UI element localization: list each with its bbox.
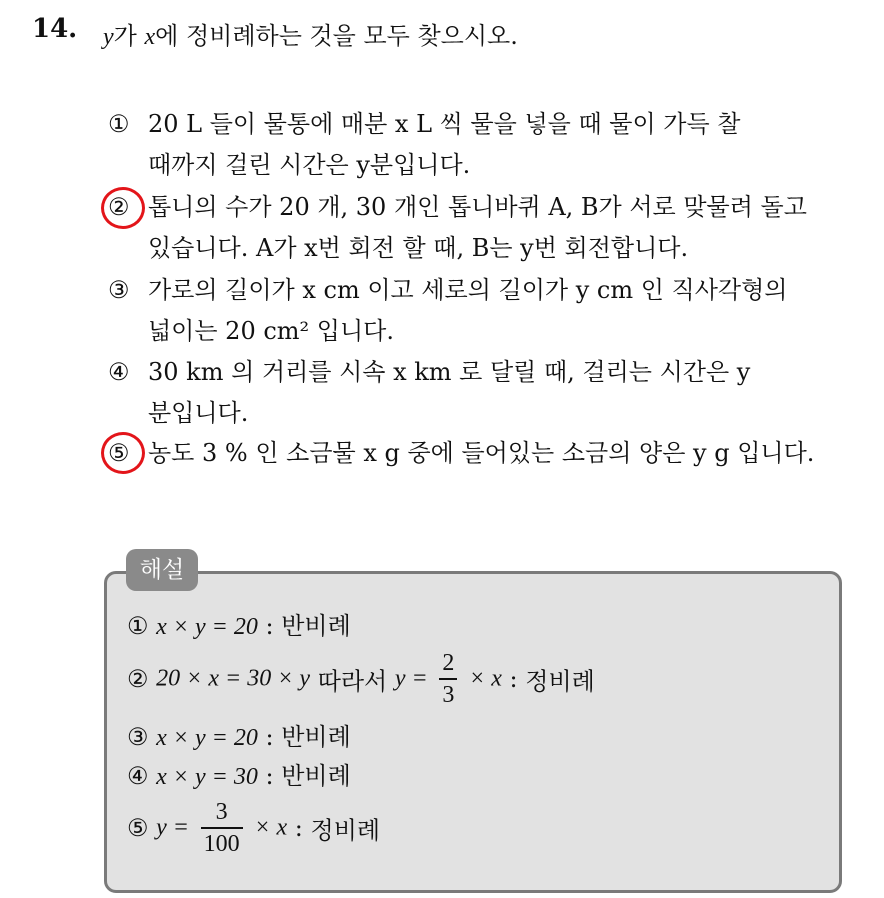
solution-rhs: × x <box>254 814 288 841</box>
answer-circle-5 <box>101 432 145 474</box>
solution-colon: : <box>265 762 274 790</box>
solution-expr: x × y = 20 <box>156 614 258 640</box>
solution-line-1 <box>127 606 351 641</box>
solution-expr: 20 × x = 30 × y <box>156 665 311 692</box>
choice-4 <box>108 352 751 427</box>
solution-mark: ⑤ <box>127 814 149 842</box>
solution-colon: : <box>294 814 303 842</box>
solution-line-4 <box>127 756 351 791</box>
solution-mark: ① <box>127 612 149 640</box>
choice-line2: 때까지 걸린 시간은 y분입니다. <box>148 151 471 179</box>
choice-line1: 톱니의 수가 20 개, 30 개인 톱니바퀴 A, B가 서로 맞물려 돌고 <box>148 193 807 221</box>
solution-expr: x × y = 30 <box>156 764 258 790</box>
fraction-denominator: 3 <box>439 678 457 710</box>
choice-mark: ① <box>108 110 130 138</box>
solution-result: 반비례 <box>281 612 351 640</box>
solution-tab: 해설 <box>126 549 198 591</box>
solution-mark: ③ <box>127 723 149 751</box>
question-text-part1: 가 <box>113 22 145 50</box>
choice-mark: ④ <box>108 358 130 386</box>
choice-line2: 넓이는 20 cm² 입니다. <box>148 317 394 345</box>
solution-colon: : <box>265 612 274 640</box>
choice-line1: 20 L 들이 물통에 매분 x L 씩 물을 넣을 때 물이 가득 찰 <box>148 110 741 138</box>
fraction-denominator: 100 <box>201 827 243 859</box>
solution-mid: 따라서 <box>317 667 388 696</box>
choice-line2: 분입니다. <box>148 399 249 427</box>
solution-lhs: y = <box>394 665 428 692</box>
solution-mark: ② <box>127 665 149 693</box>
solution-expr: x × y = 20 <box>156 725 258 751</box>
question-number: 14. <box>32 14 78 44</box>
question-text-part2: 에 정비례하는 것을 모두 찾으시오. <box>155 22 518 50</box>
solution-result: 반비례 <box>281 723 351 751</box>
question-text <box>103 16 518 51</box>
solution-line-2 <box>127 648 595 710</box>
var-x: x <box>144 24 156 50</box>
choice-line1: 가로의 길이가 x cm 이고 세로의 길이가 y cm 인 직사각형의 <box>148 276 788 304</box>
var-y: y <box>103 24 114 50</box>
fraction <box>201 797 243 859</box>
solution-lhs: y = <box>156 814 190 841</box>
solution-rhs: × x <box>469 665 502 692</box>
answer-circle-2 <box>101 187 145 229</box>
solution-colon: : <box>265 723 274 751</box>
solution-result: 정비례 <box>310 816 381 845</box>
fraction-numerator: 2 <box>442 650 455 676</box>
choice-line2: 있습니다. A가 x번 회전 할 때, B는 y번 회전합니다. <box>148 234 689 262</box>
solution-line-3 <box>127 717 351 752</box>
solution-line-5 <box>127 797 380 859</box>
choice-3 <box>108 270 788 345</box>
choice-1 <box>108 104 741 179</box>
choice-mark: ⑤ <box>108 439 130 467</box>
fraction <box>439 648 457 710</box>
solution-colon: : <box>509 665 518 693</box>
choice-mark: ③ <box>108 276 130 304</box>
choice-line1: 농도 3 % 인 소금물 x g 중에 들어있는 소금의 양은 y g 입니다. <box>148 439 815 467</box>
fraction-numerator: 3 <box>215 799 228 825</box>
choice-line1: 30 km 의 거리를 시속 x km 로 달릴 때, 걸리는 시간은 y <box>148 358 751 386</box>
solution-result: 반비례 <box>281 762 351 790</box>
solution-result: 정비례 <box>525 667 595 696</box>
choice-mark: ② <box>108 193 130 221</box>
solution-mark: ④ <box>127 762 149 790</box>
